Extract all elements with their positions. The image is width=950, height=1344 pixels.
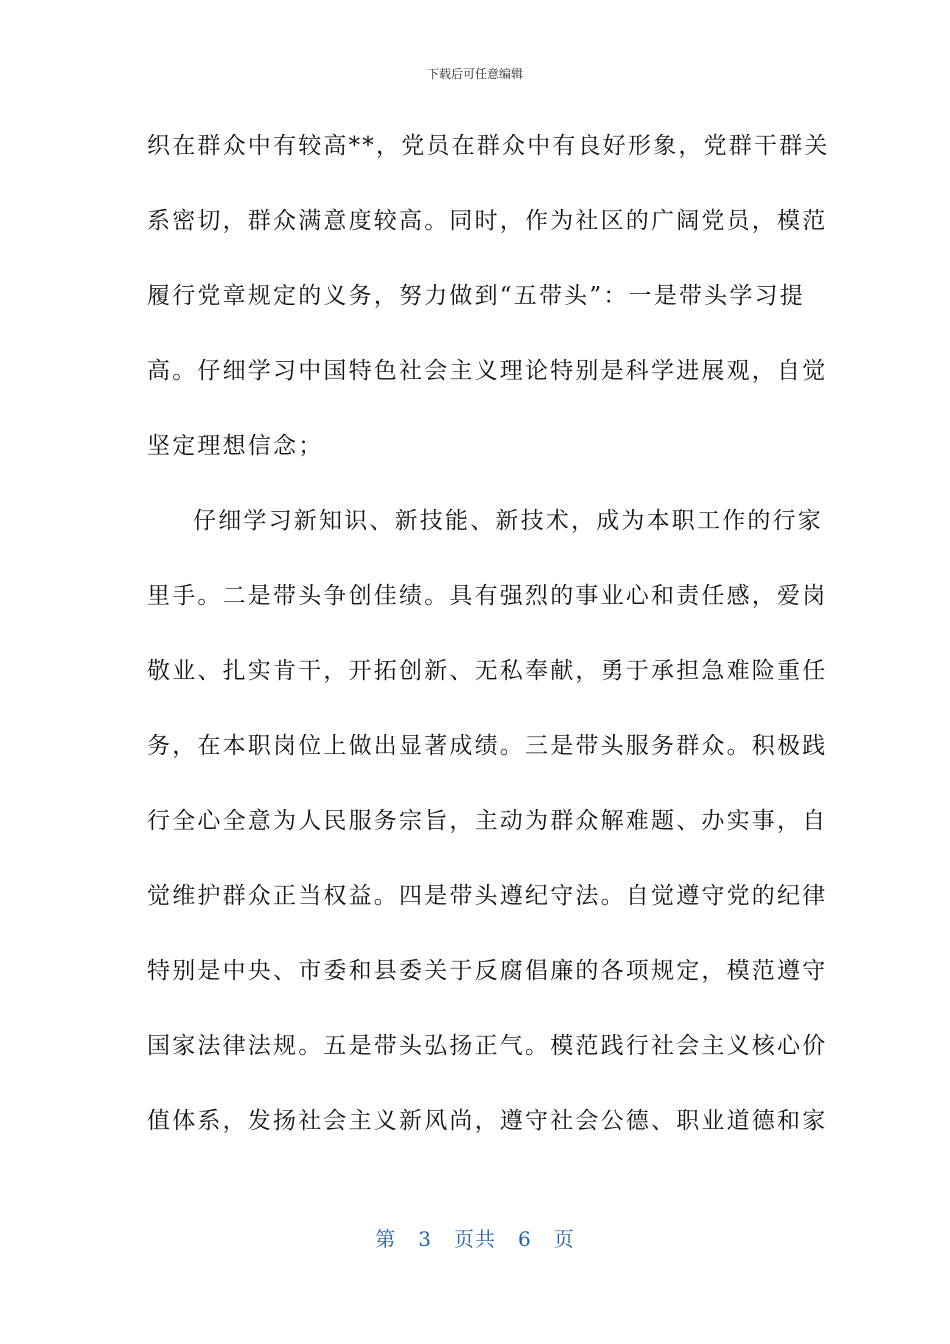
text-line: 仔细学习新知识、新技能、新技术，成为本职工作的行家 xyxy=(193,508,823,534)
text-line: 行全心全意为人民服务宗旨，主动为群众解难题、办实事，自 xyxy=(147,808,828,834)
text-line: 特别是中央、市委和县委关于反腐倡廉的各项规定，模范遵守 xyxy=(147,958,828,984)
paragraph-2 xyxy=(147,503,828,1178)
text-line: 里手。二是带头争创佳绩。具有强烈的事业心和责任感，爱岗 xyxy=(147,583,828,609)
text-line: 高。仔细学习中国特色社会主义理论特别是科学进展观，自觉 xyxy=(147,358,828,384)
text-line: 务，在本职岗位上做出显著成绩。三是带头服务群众。积极践 xyxy=(147,733,828,759)
text-line: 敬业、扎实肯干，开拓创新、无私奉献，勇于承担急难险重任 xyxy=(147,658,828,684)
text-line: 系密切，群众满意度较高。同时，作为社区的广阔党员，模范 xyxy=(147,208,828,234)
paragraph-1 xyxy=(147,128,830,503)
text-line: 值体系，发扬社会主义新风尚，遵守社会公德、职业道德和家 xyxy=(147,1108,828,1134)
text-line: 织在群众中有较高**，党员在群众中有良好形象，党群干群关 xyxy=(147,133,830,159)
total-page-number: 6 xyxy=(518,1227,532,1251)
page-header: 下载后可任意编辑 xyxy=(426,67,523,81)
footer-prefix: 第 xyxy=(375,1227,397,1251)
current-page-number: 3 xyxy=(418,1227,432,1251)
document-body xyxy=(147,128,830,1178)
text-line: 觉维护群众正当权益。四是带头遵纪守法。自觉遵守党的纪律 xyxy=(147,883,828,909)
footer-suffix: 页 xyxy=(553,1227,575,1251)
text-line: 国家法律法规。五是带头弘扬正气。模范践行社会主义核心价 xyxy=(147,1033,828,1059)
text-line: 坚定理想信念； xyxy=(147,433,324,459)
text-line: 履行党章规定的义务，努力做到“五带头”：一是带头学习提 xyxy=(147,283,805,309)
page-footer xyxy=(0,1226,950,1252)
footer-middle: 页共 xyxy=(454,1227,496,1251)
